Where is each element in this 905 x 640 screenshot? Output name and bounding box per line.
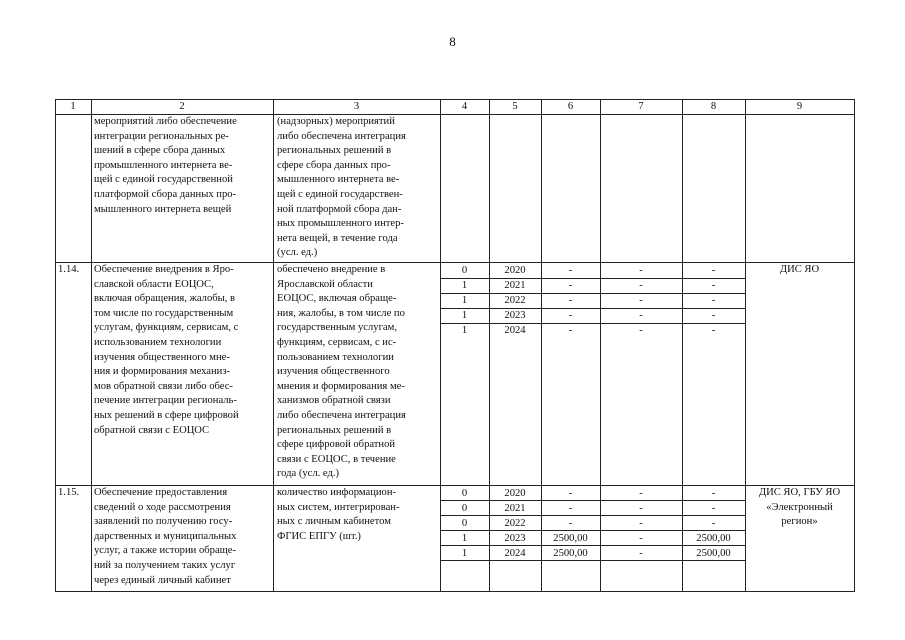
year-cell: 2023: [504, 310, 526, 321]
funding-regional-cell: -: [711, 265, 716, 276]
funding-total-cell: -: [568, 518, 573, 529]
year-cell: 2022: [504, 295, 526, 306]
row-1-14-measure: Обеспечение внедрения в Яро- славской области ЕОЦОС, включая обращения, жалобы, в том числе по государственным услугам, функциям, сервисам, с использованием технологии изучения общественного мне- ния и формирования механиз- мов обратной связи либо обес- печение интеграции региональ- ных решений в сфере цифровой обратной связи с ЕОЦОС: [94, 264, 239, 436]
funding-federal-cell: -: [639, 548, 643, 559]
row-1-15-indicator: количество информацион- ных систем, интегрирован- ных с личным кабинетом ФГИС ЕПГУ (шт.): [277, 487, 400, 542]
target-value-cell: 1: [461, 533, 468, 544]
target-value-cell: 0: [461, 518, 468, 529]
target-value-cell: 0: [461, 265, 468, 276]
target-value-cell: 1: [461, 325, 468, 336]
header-col-6: 6: [567, 101, 574, 112]
row-1-14-indicator: обеспечено внедрение в Ярославской области ЕОЦОС, включая обраще- ния, жалобы, в том числе по государственным услугам, функциям, сервисам, с ис- пользованием технологии изучения общественного мнения и формирования ме- ханизмов обратной связи либо обеспечена интеграция региональных решений в сфере цифровой обратной связи с ЕОЦОС, в течение года (усл. ед.): [277, 264, 406, 480]
rule: [273, 99, 274, 592]
funding-total-cell: -: [568, 325, 573, 336]
funding-total-cell: -: [568, 280, 573, 291]
row-1-14-responsible: ДИС ЯО: [779, 264, 820, 275]
funding-total-cell: -: [568, 488, 573, 499]
year-cell: 2021: [504, 503, 526, 514]
year-cell: 2020: [504, 488, 526, 499]
target-value-cell: 0: [461, 503, 468, 514]
funding-federal-cell: -: [639, 325, 643, 336]
rule: [91, 99, 92, 592]
header-col-8: 8: [710, 101, 717, 112]
year-cell: 2024: [504, 325, 526, 336]
target-value-cell: 0: [461, 488, 468, 499]
funding-total-cell: -: [568, 265, 573, 276]
year-cell: 2023: [504, 533, 526, 544]
row-1-15-number: 1.15.: [58, 487, 80, 498]
funding-federal-cell: -: [639, 280, 643, 291]
target-value-cell: 1: [461, 548, 468, 559]
rule: [55, 99, 854, 100]
funding-regional-cell: -: [711, 310, 716, 321]
rule: [854, 99, 855, 592]
page-number: 8: [449, 34, 456, 49]
funding-regional-cell: -: [711, 295, 716, 306]
funding-total-cell: 2500,00: [553, 548, 588, 559]
row-continuation-measure: мероприятий либо обеспечение интеграции региональных ре- шений в сфере сбора данных промышленного интернета ве- щей с единой государственной платформой сбора данных про- мышленного интернета вещей: [94, 116, 237, 215]
funding-total-cell: -: [568, 310, 573, 321]
target-value-cell: 1: [461, 295, 468, 306]
header-col-7: 7: [638, 101, 644, 112]
funding-federal-cell: -: [639, 503, 643, 514]
target-value-cell: 1: [461, 310, 468, 321]
funding-federal-cell: -: [639, 265, 643, 276]
row-continuation-indicator: (надзорных) мероприятий либо обеспечена интеграция региональных решений в сфере сбора данных про- мышленного интернета ве- щей с единой государствен- ной платформой сбора дан- ных промышленного интер- нета вещей, в течение года (усл. ед.): [277, 116, 406, 259]
row-1-14-number: 1.14.: [58, 264, 80, 275]
row-1-15-responsible: ДИС ЯО, ГБУ ЯО «Электронный регион»: [758, 487, 841, 528]
header-col-4: 4: [461, 101, 468, 112]
funding-total-cell: 2500,00: [553, 533, 588, 544]
funding-federal-cell: -: [639, 295, 643, 306]
rule: [55, 591, 854, 592]
funding-regional-cell: -: [711, 503, 716, 514]
funding-federal-cell: -: [639, 518, 643, 529]
funding-regional-cell: -: [711, 518, 716, 529]
year-cell: 2024: [504, 548, 526, 559]
year-cell: 2022: [504, 518, 526, 529]
funding-federal-cell: -: [639, 310, 643, 321]
header-col-9: 9: [796, 101, 803, 112]
header-col-1: 1: [70, 101, 76, 112]
funding-total-cell: -: [568, 295, 573, 306]
funding-regional-cell: -: [711, 280, 716, 291]
funding-regional-cell: -: [711, 488, 716, 499]
funding-federal-cell: -: [639, 533, 643, 544]
header-col-2: 2: [179, 101, 185, 112]
row-1-15-measure: Обеспечение предоставления сведений о ходе рассмотрения заявлений по получению госу- дарственных и муниципальных услуг, а также истории обраще- ний за получением таких услуг через единый личный кабинет: [94, 487, 237, 586]
header-col-3: 3: [353, 101, 360, 112]
funding-regional-cell: 2500,00: [696, 533, 731, 544]
target-value-cell: 1: [461, 280, 468, 291]
year-cell: 2021: [504, 280, 526, 291]
funding-regional-cell: -: [711, 325, 716, 336]
header-col-5: 5: [512, 101, 518, 112]
funding-federal-cell: -: [639, 488, 643, 499]
year-cell: 2020: [504, 265, 526, 276]
funding-regional-cell: 2500,00: [696, 548, 731, 559]
funding-total-cell: -: [568, 503, 573, 514]
rule: [55, 99, 56, 592]
